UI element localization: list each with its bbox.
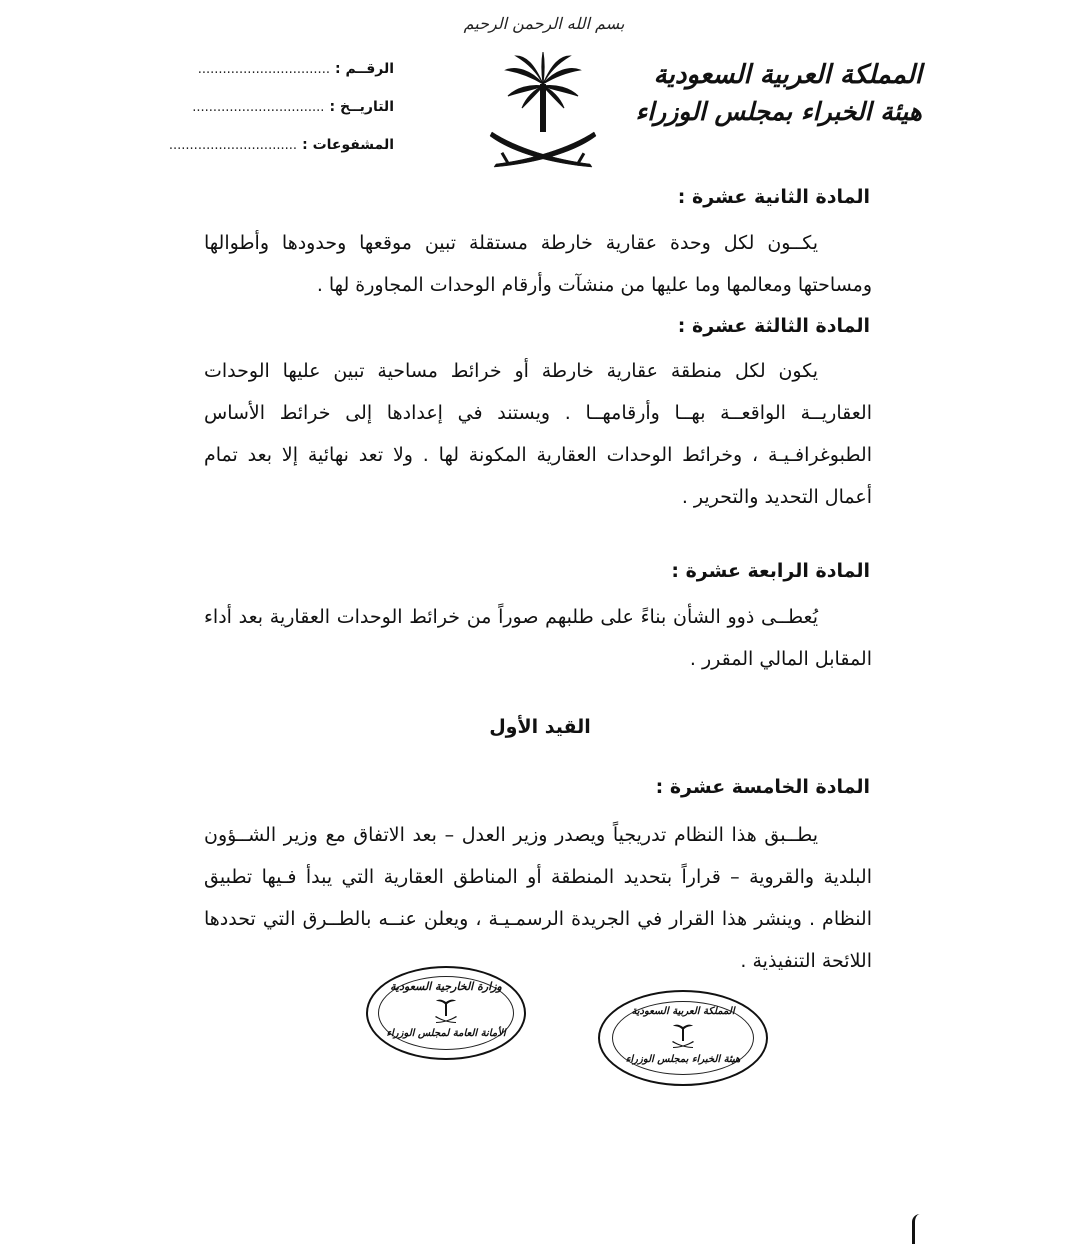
meta-attachments-label: المشفوعات : — [302, 137, 394, 153]
ministry-seal-top-text: وزارة الخارجية السعودية — [390, 980, 502, 993]
ministry-seal — [366, 966, 526, 1060]
authority-name: هيئة الخبراء بمجلس الوزراء — [635, 97, 922, 126]
article-15-text: يطــبق هذا النظام تدريجياً ويصدر وزير العدل – بعد الاتفاق مع وزير الشــؤون البلدية والقروية – قراراً بتحديد المنطقة أو المناطق العقارية التي يبدأ فـيها تطبيق النظام . وينشر هذا القرار في الجريدة الرسمـيـة ، ويعلن عنــه بالطــرق التي تحددها اللائحة التنفيذية . — [204, 824, 872, 972]
article-14-text: يُعطــى ذوو الشأن بناءً على طلبهم صوراً من خرائط الوحدات العقارية بعد أداء المقابل المالي المقرر . — [204, 606, 872, 670]
article-13-text: يكون لكل منطقة عقارية خارطة أو خرائط مساحية تبين عليها الوحدات العقاريــة الواقعــة بهــا وأرقامهــا . ويستند في إعدادها إلى خرائط الأساس الطبوغرافـيـة ، وخرائط الوحدات العقارية المكونة لها . ولا تعد نهائية إلا بعد تمام أعمال التحديد والتحرير . — [204, 360, 872, 508]
seal-emblem-icon — [671, 1023, 695, 1049]
meta-number-label: الرقــم : — [335, 61, 394, 77]
organization-name — [635, 56, 922, 130]
basmala: بسم الله الرحمن الرحيم — [463, 14, 625, 33]
article-14-heading: المادة الرابعة عشرة : — [671, 560, 870, 582]
ministry-seal-bottom-text: الأمانة العامة لمجلس الوزراء — [386, 1028, 506, 1039]
article-12-heading: المادة الثانية عشرة : — [677, 186, 870, 208]
saudi-emblem-icon — [486, 52, 600, 172]
seal-emblem-icon — [434, 998, 458, 1024]
page-corner-mark — [912, 1214, 925, 1244]
meta-attachments-row — [168, 134, 394, 153]
meta-date-value: ................................ — [192, 100, 325, 115]
section-title: القيد الأول — [489, 716, 591, 738]
experts-seal-bottom-text: هيئة الخبراء بمجلس الوزراء — [625, 1054, 741, 1065]
experts-seal — [598, 990, 768, 1086]
meta-number-value: ................................ — [197, 62, 330, 77]
meta-number-row — [168, 58, 394, 77]
meta-date-label: التاريــخ : — [329, 99, 394, 115]
kingdom-name: المملكة العربية السعودية — [653, 60, 922, 90]
meta-date-row — [168, 96, 394, 115]
article-15-heading: المادة الخامسة عشرة : — [655, 776, 870, 798]
article-13-heading: المادة الثالثة عشرة : — [677, 315, 870, 337]
meta-attachments-value: ............................... — [168, 138, 297, 153]
article-12-text: يكــون لكل وحدة عقارية خارطة مستقلة تبين موقعها وحدودها وأطوالها ومساحتها ومعالمها وما عليها من منشآت وأرقام الوحدات المجاورة لها . — [204, 232, 872, 296]
experts-seal-top-text: المملكة العربية السعودية — [631, 1006, 735, 1017]
